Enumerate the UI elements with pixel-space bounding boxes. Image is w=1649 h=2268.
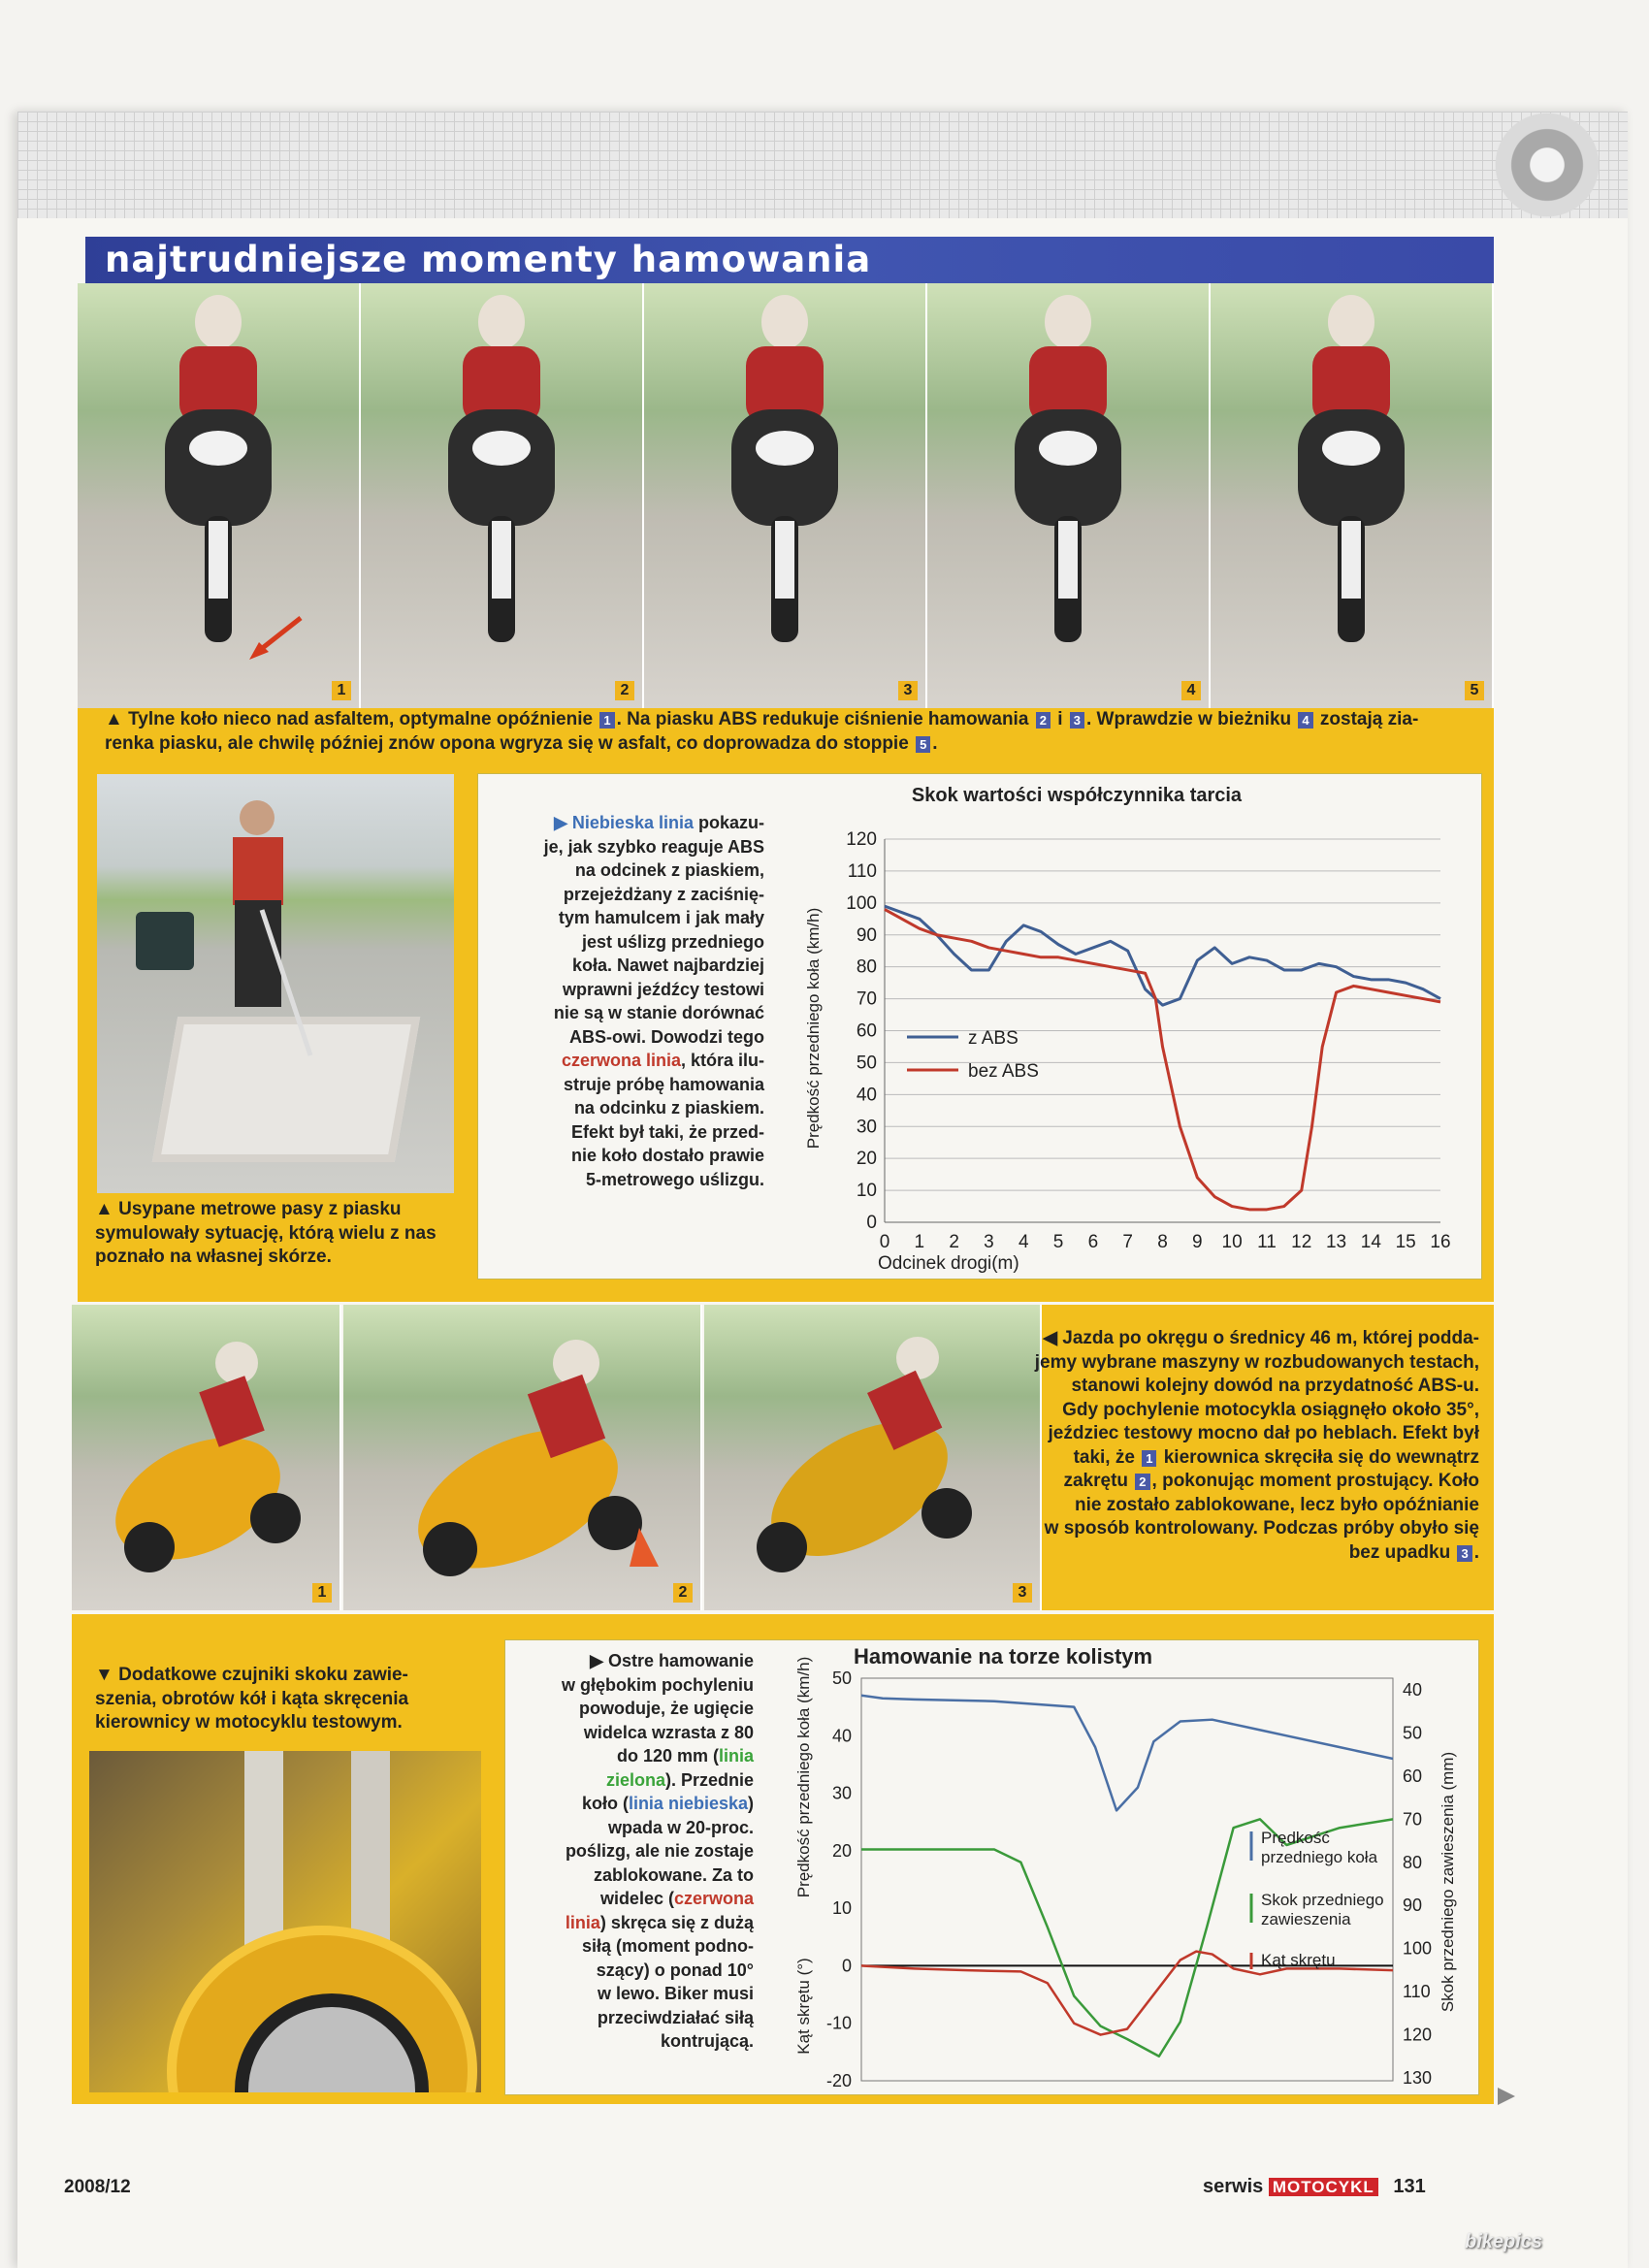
ref-number: 3 xyxy=(1070,712,1084,729)
legend-label: Prędkość xyxy=(1261,1829,1330,1847)
y-tick-label: 80 xyxy=(856,956,877,978)
photo-number-badge: 2 xyxy=(673,1583,693,1603)
chart2-right-ticks xyxy=(1403,1680,1432,2088)
continue-arrow-icon xyxy=(1496,2086,1517,2107)
chart2-left-ticks xyxy=(826,1669,852,2090)
x-tick-label: 9 xyxy=(1192,1232,1203,1252)
chart1-y-ticks xyxy=(846,829,877,1233)
sensor-photo xyxy=(89,1751,481,2092)
legend-label: zawieszenia xyxy=(1261,1910,1351,1928)
legend-label: bez ABS xyxy=(968,1061,1039,1082)
magazine-logo: MOTOCYKL xyxy=(1269,2178,1378,2196)
y-tick-label: 10 xyxy=(856,1181,877,1202)
rider-illustration xyxy=(404,293,598,681)
chart2-ylabel-right: Skok przedniego zawieszenia (mm) xyxy=(1439,1751,1457,2013)
y-tick-label: 50 xyxy=(856,1053,877,1074)
chart1-title: Skok wartości współczynnika tarcia xyxy=(911,785,1243,806)
x-tick-label: 1 xyxy=(914,1232,925,1252)
right-tick-label: 40 xyxy=(1403,1680,1423,1700)
left-tick-label: 10 xyxy=(831,1898,852,1919)
ref-number: 1 xyxy=(1142,1450,1156,1467)
x-tick-label: 15 xyxy=(1395,1232,1416,1252)
y-tick-label: 110 xyxy=(847,860,877,882)
braking-photo-4 xyxy=(927,283,1211,708)
x-tick-label: 8 xyxy=(1157,1232,1168,1252)
x-tick-label: 12 xyxy=(1291,1232,1312,1252)
series-line-no-abs xyxy=(885,909,1440,1209)
chart1-series xyxy=(885,906,1440,1210)
page-number: 131 xyxy=(1393,2176,1426,2197)
rider-illustration xyxy=(1254,293,1448,681)
x-tick-label: 11 xyxy=(1257,1232,1277,1252)
x-tick-label: 13 xyxy=(1325,1232,1347,1252)
top-caption xyxy=(105,708,1482,756)
caption-line-1: ▲ Tylne koło nieco nad asfaltem, optymalne opóźnienie 1 . Na piasku ABS redukuje ciśnienie hamowania 2 i 3 . Wprawdzie w bieżniku 4 zostają zia- xyxy=(105,709,1419,729)
friction-chart xyxy=(776,776,1474,1279)
y-tick-label: 120 xyxy=(846,829,877,850)
left-tick-label: -10 xyxy=(825,2013,852,2033)
ref-number: 1 xyxy=(599,712,614,729)
person-illustration xyxy=(204,794,359,1085)
chart2-frame xyxy=(861,1678,1393,2081)
photo-number-badge: 3 xyxy=(898,681,918,700)
rider-illustration xyxy=(971,293,1165,681)
right-tick-label: 70 xyxy=(1403,1809,1423,1830)
ref-number: 3 xyxy=(1457,1545,1471,1562)
right-tick-label: 120 xyxy=(1403,2025,1433,2045)
chart2-ylabel: Prędkość przedniego koła (km/h) xyxy=(794,1656,813,1898)
x-tick-label: 3 xyxy=(984,1232,994,1252)
y-tick-label: 30 xyxy=(856,1117,877,1138)
motorcycle-illustration xyxy=(724,1324,1015,1576)
right-tick-label: 100 xyxy=(1403,1938,1433,1959)
braking-photo-3 xyxy=(644,283,927,708)
x-tick-label: 4 xyxy=(1018,1232,1029,1252)
lean-photo-1 xyxy=(72,1305,341,1610)
braking-photo-1 xyxy=(78,283,361,708)
x-tick-label: 5 xyxy=(1052,1232,1064,1252)
ref-number: 2 xyxy=(1036,712,1051,729)
x-tick-label: 7 xyxy=(1122,1232,1133,1252)
chart2-title: Hamowanie na torze kolistym xyxy=(854,1644,1153,1669)
right-tick-label: 50 xyxy=(1403,1723,1423,1743)
y-tick-label: 60 xyxy=(856,1021,877,1042)
sensor-caption: ▼ Dodatkowe czujniki skoku zawie- szenia, obrotów kół i kąta skręcenia kierownicy w motocyklu testowym. xyxy=(95,1665,409,1733)
chart1-x-ticks xyxy=(880,1232,1451,1252)
circle-photo-strip xyxy=(72,1305,1042,1610)
legend-label: Kąt skrętu xyxy=(1261,1951,1336,1969)
rider-illustration xyxy=(688,293,882,681)
left-tick-label: -20 xyxy=(825,2071,852,2090)
ref-number: 2 xyxy=(1135,1474,1149,1490)
right-tick-label: 80 xyxy=(1403,1852,1423,1872)
photo-number-badge: 4 xyxy=(1181,681,1201,700)
left-tick-label: 20 xyxy=(831,1840,852,1861)
chart2-series xyxy=(861,1696,1393,2057)
circle-caption: ◀ Jazda po okręgu o średnicy 46 m, której podda- jemy wybrane maszyny w rozbudowanych testach, stanowi kolejny dowód na przydatność ABS-u. Gdy pochylenie motocykla osiągnęło około 35°, jeździec testowy mocno dał po heblach. Efekt był taki, że 1 kierownica skręciła się do wewnątrz zakrętu 2 , pokonując moment prostujący. Koło nie zostało zablokowane, lecz było opóźnianie w sposób kontrolowany. Podczas próby obyło się bez upadku 3 . xyxy=(1034,1328,1479,1563)
right-tick-label: 110 xyxy=(1403,1982,1431,2002)
photo-number-badge: 1 xyxy=(312,1583,332,1603)
motorcycle-illustration xyxy=(382,1324,673,1576)
circular-braking-chart xyxy=(776,1639,1479,2095)
y-tick-label: 90 xyxy=(856,924,877,946)
caption-line-2: renka piasku, ale chwilę później znów opona wgryza się w asfalt, co doprowadza do stoppie 5 . xyxy=(105,732,938,754)
braking-photo-5 xyxy=(1211,283,1494,708)
footer-brand: serwis MOTOCYKL 131 xyxy=(1203,2176,1426,2197)
x-tick-label: 2 xyxy=(949,1232,959,1252)
left-tick-label: 50 xyxy=(831,1669,852,1688)
ref-number: 5 xyxy=(916,736,930,753)
issue-date: 2008/12 xyxy=(64,2177,131,2197)
series-line-abs xyxy=(885,906,1440,1005)
legend-label: Skok przedniego xyxy=(1261,1891,1384,1909)
left-tick-label: 30 xyxy=(831,1783,852,1803)
chart2-ylabel2: Kąt skrętu (°) xyxy=(794,1958,813,2055)
photo-number-badge: 5 xyxy=(1465,681,1484,700)
top-photo-strip xyxy=(78,283,1494,708)
gear-decoration xyxy=(1474,107,1620,223)
x-tick-label: 6 xyxy=(1087,1232,1099,1252)
y-tick-label: 100 xyxy=(846,892,877,914)
article-text-2: ▶ Ostre hamowanie w głębokim pochyleniu powoduje, że ugięcie widelca wzrasta z 80 do 120 mm (linia zielona). Przednie koło (linia niebieska) wpada w 20-proc. poślizg, ale nie zostaje zablokowane. Za to widelec (czerwona linia) skręca się z dużą siłą (moment podno- szący) o ponad 10° w lewo. Biker musi przeciwdziałać siłą kontrującą. xyxy=(561,1651,754,2051)
x-tick-label: 16 xyxy=(1430,1232,1451,1252)
photo-number-badge: 3 xyxy=(1013,1583,1032,1603)
photo-number-badge: 2 xyxy=(615,681,634,700)
x-tick-label: 14 xyxy=(1360,1232,1381,1252)
chart1-ylabel: Prędkość przedniego koła (km/h) xyxy=(804,907,823,1150)
chart2-legend xyxy=(1251,1829,1384,1969)
y-tick-label: 70 xyxy=(856,988,877,1010)
y-tick-label: 0 xyxy=(866,1213,877,1233)
y-tick-label: 20 xyxy=(856,1149,877,1170)
top-grid-decoration xyxy=(17,112,1628,218)
right-tick-label: 90 xyxy=(1403,1895,1423,1916)
caption-line: symulowały sytuację, którą wielu z nas xyxy=(95,1222,436,1244)
article-text-1: ▶ Niebieska linia pokazu- je, jak szybko reaguje ABS na odcinek z piaskiem, przejeżdżany z zaciśnię- tym hamulcem i jak mały jest uślizg przedniego koła. Nawet najbardziej wprawni jeźdźcy testowi nie są w stanie dorównać ABS-owi. Dowodzi tego czerwona linia, która ilu- struje próbę hamowania na odcinku z piaskiem. Efekt był taki, że przed- nie koło dostało prawie 5-metrowego uślizgu. xyxy=(543,813,764,1189)
right-tick-label: 130 xyxy=(1403,2068,1433,2088)
right-tick-label: 60 xyxy=(1403,1766,1423,1786)
legend-label: przedniego koła xyxy=(1261,1848,1378,1866)
x-tick-label: 10 xyxy=(1221,1232,1243,1252)
sand-photo xyxy=(97,774,454,1193)
motorcycle-illustration xyxy=(91,1324,324,1576)
series-line-speed xyxy=(861,1696,1393,1811)
sand-caption xyxy=(95,1198,464,1270)
caption-line: ▲ Usypane metrowe pasy z piasku xyxy=(95,1199,402,1219)
legend-label: z ABS xyxy=(968,1028,1018,1049)
arrow-icon xyxy=(247,613,306,662)
left-tick-label: 40 xyxy=(831,1726,852,1746)
left-tick-label: 0 xyxy=(841,1956,852,1976)
photo-number-badge: 1 xyxy=(332,681,351,700)
lean-photo-2 xyxy=(343,1305,702,1610)
chart1-legend xyxy=(907,1028,1039,1082)
y-tick-label: 40 xyxy=(856,1085,877,1106)
section-heading: najtrudniejsze momenty hamowania xyxy=(85,237,1494,283)
caption-line: poznało na własnej skórze. xyxy=(95,1247,332,1267)
watermark: bikepics xyxy=(1465,2231,1543,2252)
chart1-xlabel: Odcinek drogi(m) xyxy=(878,1253,1019,1274)
x-tick-label: 0 xyxy=(879,1232,890,1252)
ref-number: 4 xyxy=(1298,712,1312,729)
lean-photo-3 xyxy=(704,1305,1042,1610)
braking-photo-2 xyxy=(361,283,644,708)
